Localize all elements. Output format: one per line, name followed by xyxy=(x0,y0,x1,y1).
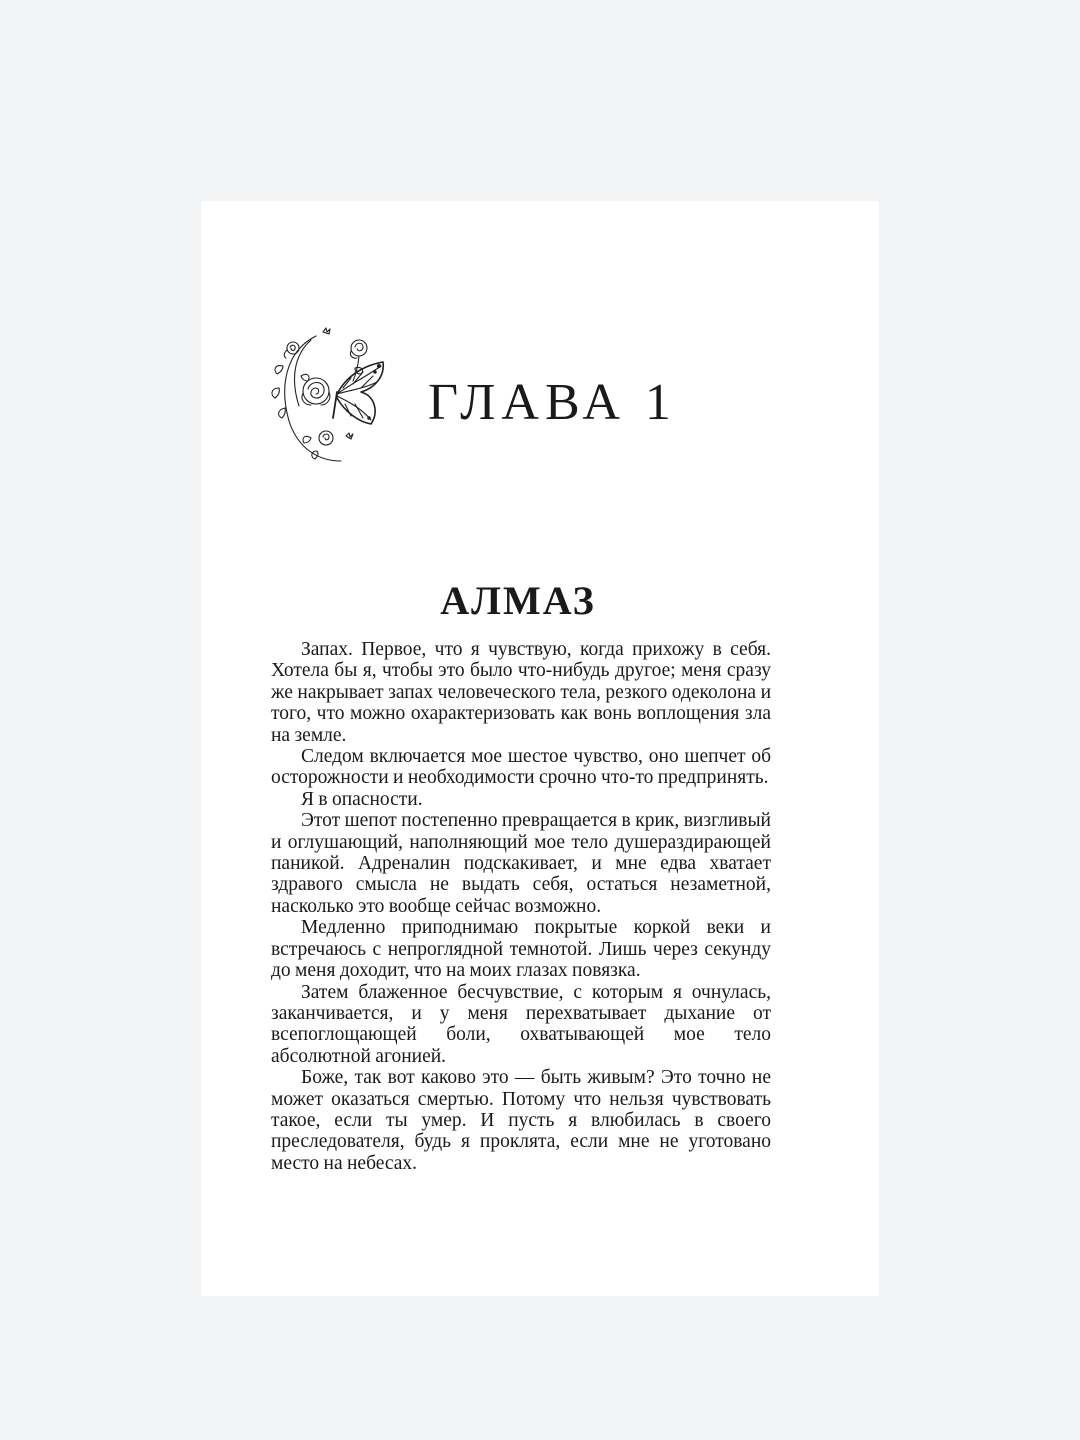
paragraph: Я в опасности. xyxy=(301,788,423,810)
chapter-heading: ГЛАВА 1 xyxy=(428,374,677,431)
book-page xyxy=(201,201,879,1296)
chapter-title: АЛМАЗ xyxy=(440,578,596,623)
paragraph: Запах. Первое, что я чувствую, когда прихожу в себя. Хотела бы я, чтобы это было что-нибудь другое; меня сразу же накрывает запах человеческого тела, резкого одеколона и того, что можно охарактеризовать как вонь воплощения зла на земле. xyxy=(271,639,771,746)
paragraph: Медленно приподнимаю покрытые коркой веки и встречаюсь с непроглядной темнотой. Лишь через секунду до меня доходит, что на моих глазах повязка. xyxy=(271,917,771,982)
paragraph: Следом включается мое шестое чувство, оно шепчет об осторожности и необходимости срочно что-то предпринять. xyxy=(271,746,771,789)
paragraph: Затем блаженное бесчувствие, с которым я очнулась, заканчивается, и у меня перехватывает дыхание от всепоглощающей боли, охватывающей мое тело абсолютной агонией. xyxy=(271,981,771,1067)
rose-butterfly-ornament-icon xyxy=(271,326,391,466)
chapter-body xyxy=(271,639,771,1174)
paragraph: Боже, так вот каково это — быть живым? Это точно не может оказаться смертью. Потому что нельзя чувствовать такое, если ты умер. И пусть я влюбилась в своего преследователя, будь я проклята, если мне не уготовано место на небесах. xyxy=(271,1067,771,1174)
paragraph: Этот шепот постепенно превращается в крик, визгливый и оглушающий, наполняющий мое тело душераздирающей паникой. Адреналин подскакивает, и мне едва хватает здравого смысла не выдать себя, остаться незаметной, насколько это вообще сейчас возможно. xyxy=(271,810,771,917)
